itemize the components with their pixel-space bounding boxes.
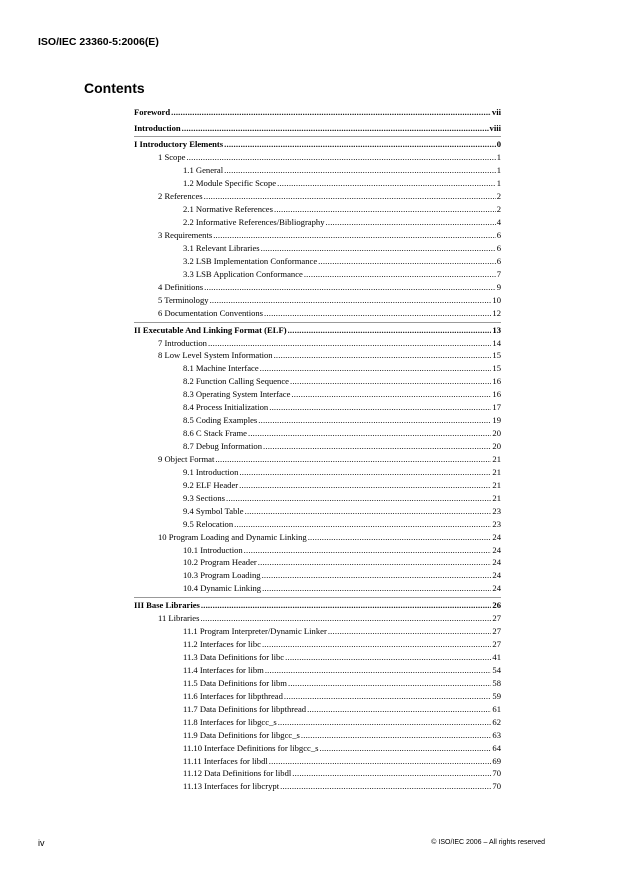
toc-entry-title: 2.2 Informative References/Bibliography	[183, 217, 325, 228]
toc-entry-page: 61	[492, 703, 501, 714]
dot-leader	[285, 651, 491, 664]
toc-entry-title: 1 Scope	[158, 152, 186, 163]
dot-leader	[260, 362, 492, 375]
toc-entry-title: 3.3 LSB Application Conformance	[183, 268, 303, 279]
toc-entry-title: 10.3 Program Loading	[183, 570, 261, 581]
toc-entry-page: 27	[492, 626, 501, 637]
toc-entry[interactable]	[134, 729, 501, 742]
toc-entry[interactable]	[134, 716, 501, 729]
toc-entry-page: 1	[496, 152, 501, 163]
toc-entry[interactable]	[134, 569, 501, 582]
toc-entry[interactable]	[134, 440, 501, 453]
toc-entry-title: 11.7 Data Definitions for libpthread	[183, 703, 307, 714]
toc-entry-page: 69	[492, 755, 501, 766]
dot-leader	[264, 307, 491, 320]
toc-entry-page: 10	[492, 294, 501, 305]
toc-entry-title: 8.3 Operating System Interface	[183, 389, 291, 400]
contents-heading: Contents	[84, 80, 145, 96]
toc-entry[interactable]	[134, 138, 501, 151]
toc-entry-title: 1.1 General	[183, 165, 224, 176]
toc-entry[interactable]	[134, 388, 501, 401]
toc-entry-title: 9.5 Relocation	[183, 518, 234, 529]
toc-entry-title: 8.5 Coding Examples	[183, 415, 258, 426]
toc-entry-page: 21	[492, 479, 501, 490]
toc-entry-page: 27	[492, 613, 501, 624]
toc-entry[interactable]	[134, 375, 501, 388]
toc-entry-page: 15	[492, 363, 501, 374]
toc-entry-page: viii	[489, 122, 501, 133]
toc-entry[interactable]	[134, 677, 501, 690]
dot-leader	[265, 664, 492, 677]
toc-entry-title: Foreword	[134, 107, 171, 117]
dot-leader	[234, 518, 491, 531]
toc-entry-title: 3.2 LSB Implementation Conformance	[183, 255, 318, 266]
toc-entry-title: 1.2 Module Specific Scope	[183, 178, 277, 189]
dot-leader	[291, 388, 491, 401]
toc-entry-title: 11.9 Data Definitions for libgcc_s	[183, 729, 300, 740]
toc-entry-title: 8.4 Process Initialization	[183, 402, 269, 413]
toc-entry[interactable]	[134, 242, 501, 255]
dot-leader	[182, 122, 489, 135]
toc-entry[interactable]	[134, 203, 501, 216]
toc-entry[interactable]	[134, 268, 501, 281]
dot-leader	[258, 556, 492, 569]
toc-entry-page: 12	[492, 307, 501, 318]
dot-leader	[304, 268, 496, 281]
toc-entry[interactable]	[134, 229, 501, 242]
table-of-contents	[134, 106, 501, 793]
toc-entry-title: 8 Low Level System Information	[158, 350, 273, 361]
toc-entry-page: 2	[496, 191, 501, 202]
toc-entry-title: 7 Introduction	[158, 337, 207, 348]
dot-leader	[261, 242, 496, 255]
toc-entry-title: 11.12 Data Definitions for libdl	[183, 768, 292, 779]
toc-entry-title: 5 Terminology	[158, 294, 209, 305]
toc-entry-page: 23	[492, 518, 501, 529]
toc-entry[interactable]	[134, 544, 501, 557]
toc-entry-page: 17	[492, 402, 501, 413]
dot-leader	[277, 177, 496, 190]
toc-entry-page: 24	[492, 570, 501, 581]
toc-entry-page: 24	[492, 531, 501, 542]
toc-entry-title: III Base Libraries	[134, 600, 200, 611]
toc-entry-title: 8.6 C Stack Frame	[183, 428, 247, 439]
toc-entry[interactable]	[134, 401, 501, 414]
toc-entry-title: 9.1 Introduction	[183, 466, 239, 477]
dot-leader	[328, 625, 492, 638]
dot-leader	[186, 151, 495, 164]
dot-leader	[208, 337, 491, 350]
toc-entry-page: 6	[496, 255, 501, 266]
toc-entry-title: 10 Program Loading and Dynamic Linking	[158, 531, 307, 542]
section-divider	[134, 597, 501, 598]
dot-leader	[226, 492, 491, 505]
toc-entry-page: 9	[496, 281, 501, 292]
toc-entry-title: 11.10 Interface Definitions for libgcc_s	[183, 742, 319, 753]
toc-entry-title: 11.13 Interfaces for libcrypt	[183, 781, 280, 792]
toc-entry-page: 21	[492, 466, 501, 477]
toc-entry-title: 9.4 Symbol Table	[183, 505, 244, 516]
toc-entry[interactable]	[134, 281, 501, 294]
toc-entry[interactable]	[134, 466, 501, 479]
toc-entry-title: 11 Libraries	[158, 613, 200, 624]
toc-entry[interactable]	[134, 177, 501, 190]
toc-entry-title: 10.4 Dynamic Linking	[183, 583, 262, 594]
toc-entry-page: 41	[492, 652, 501, 663]
toc-entry-page: 58	[492, 677, 501, 688]
dot-leader	[224, 138, 496, 151]
dot-leader	[215, 453, 491, 466]
copyright-notice: © ISO/IEC 2006 – All rights reserved	[431, 839, 545, 846]
toc-entry[interactable]	[134, 190, 501, 203]
toc-entry-page: 62	[492, 716, 501, 727]
dot-leader	[288, 324, 492, 337]
section-divider	[134, 136, 501, 137]
toc-entry-page: 4	[496, 217, 501, 228]
dot-leader	[262, 569, 492, 582]
toc-entry-title: 11.5 Data Definitions for libm	[183, 677, 287, 688]
toc-entry-page: 23	[492, 505, 501, 516]
toc-entry-page: 14	[492, 337, 501, 348]
toc-entry[interactable]	[134, 479, 501, 492]
toc-entry-title: 9.2 ELF Header	[183, 479, 239, 490]
toc-entry-title: 8.2 Function Calling Sequence	[183, 376, 289, 387]
dot-leader	[210, 294, 492, 307]
toc-entry[interactable]	[134, 531, 501, 544]
dot-leader	[258, 414, 491, 427]
toc-entry[interactable]	[134, 453, 501, 466]
toc-entry-page: 63	[492, 729, 501, 740]
toc-entry-page: 19	[492, 415, 501, 426]
section-divider	[134, 322, 501, 323]
dot-leader	[200, 612, 491, 625]
toc-entry-page: 21	[492, 492, 501, 503]
toc-entry[interactable]	[134, 612, 501, 625]
dot-leader	[319, 742, 491, 755]
dot-leader	[269, 755, 492, 768]
toc-entry-page: 24	[492, 583, 501, 594]
toc-entry[interactable]	[134, 349, 501, 362]
page-number: iv	[38, 838, 45, 848]
dot-leader	[280, 780, 491, 793]
toc-entry-page: 6	[496, 242, 501, 253]
toc-entry-title: 3.1 Relevant Libraries	[183, 242, 260, 253]
dot-leader	[301, 729, 492, 742]
dot-leader	[224, 164, 496, 177]
dot-leader	[239, 466, 491, 479]
toc-entry-page: 6	[496, 230, 501, 241]
toc-entry[interactable]	[134, 625, 501, 638]
toc-entry[interactable]	[134, 651, 501, 664]
toc-entry-page: 21	[492, 453, 501, 464]
toc-entry-title: 2 References	[158, 191, 203, 202]
toc-entry-title: 11.4 Interfaces for libm	[183, 664, 264, 675]
toc-entry-title: 10.2 Program Header	[183, 557, 257, 568]
toc-entry[interactable]	[134, 414, 501, 427]
dot-leader	[262, 582, 491, 595]
toc-entry-page: 59	[492, 690, 501, 701]
toc-entry[interactable]	[134, 690, 501, 703]
toc-entry-title: 8.1 Machine Interface	[183, 363, 259, 374]
toc-entry-title: 9 Object Format	[158, 453, 215, 464]
toc-entry[interactable]	[134, 362, 501, 375]
dot-leader	[274, 349, 492, 362]
toc-entry-page: 2	[496, 204, 501, 215]
toc-entry-page: 15	[492, 350, 501, 361]
toc-entry-page: 1	[496, 178, 501, 189]
toc-entry-title: 11.8 Interfaces for libgcc_s	[183, 716, 277, 727]
toc-entry-page: 0	[496, 139, 501, 150]
dot-leader	[274, 203, 496, 216]
toc-entry-page: 20	[492, 441, 501, 452]
toc-entry-page: 24	[492, 557, 501, 568]
dot-leader	[290, 375, 491, 388]
toc-entry-page: 24	[492, 544, 501, 555]
dot-leader	[245, 505, 492, 518]
toc-entry-title: 11.11 Interfaces for libdl	[183, 755, 268, 766]
toc-entry-page: 26	[492, 600, 501, 611]
dot-leader	[318, 255, 496, 268]
toc-entry[interactable]	[134, 307, 501, 320]
toc-entry[interactable]	[134, 780, 501, 793]
dot-leader	[244, 544, 492, 557]
toc-entry-page: 16	[492, 376, 501, 387]
toc-entry[interactable]	[134, 427, 501, 440]
toc-entry-page: 7	[496, 268, 501, 279]
toc-entry-page: 16	[492, 389, 501, 400]
toc-entry[interactable]	[134, 505, 501, 518]
toc-entry-title: Introduction	[134, 122, 181, 133]
dot-leader	[248, 427, 491, 440]
toc-entry-title: 3 Requirements	[158, 230, 213, 241]
toc-entry[interactable]	[134, 638, 501, 651]
toc-entry[interactable]	[134, 518, 501, 531]
dot-leader	[308, 531, 492, 544]
toc-entry[interactable]	[134, 106, 501, 119]
toc-entry-page: 27	[492, 639, 501, 650]
toc-entry-title: I Introductory Elements	[134, 139, 224, 150]
toc-entry-page: vii	[491, 107, 501, 117]
toc-entry-title: 11.1 Program Interpreter/Dynamic Linker	[183, 626, 327, 637]
toc-entry-title: 11.2 Interfaces for libc	[183, 639, 261, 650]
toc-entry-title: 8.7 Debug Information	[183, 441, 262, 452]
toc-entry[interactable]	[134, 582, 501, 595]
dot-leader	[288, 677, 491, 690]
toc-entry-title: 9.3 Sections	[183, 492, 226, 503]
toc-entry[interactable]	[134, 294, 501, 307]
toc-entry-title: 6 Documentation Conventions	[158, 307, 264, 318]
dot-leader	[213, 229, 496, 242]
dot-leader	[171, 106, 491, 119]
toc-entry[interactable]	[134, 767, 501, 780]
toc-entry-page: 64	[492, 742, 501, 753]
toc-entry[interactable]	[134, 492, 501, 505]
toc-entry[interactable]	[134, 703, 501, 716]
dot-leader	[204, 190, 496, 203]
toc-entry[interactable]	[134, 664, 501, 677]
toc-entry-title: II Executable And Linking Format (ELF)	[134, 324, 287, 335]
toc-entry-page: 54	[492, 664, 501, 675]
dot-leader	[284, 690, 492, 703]
toc-entry[interactable]	[134, 255, 501, 268]
toc-entry[interactable]	[134, 742, 501, 755]
toc-entry[interactable]	[134, 151, 501, 164]
dot-leader	[262, 638, 491, 651]
toc-entry-page: 13	[492, 324, 501, 335]
dot-leader	[326, 216, 496, 229]
toc-entry-page: 70	[492, 781, 501, 792]
toc-entry[interactable]	[134, 337, 501, 350]
document-id-header: ISO/IEC 23360-5:2006(E)	[38, 36, 159, 48]
toc-entry-title: 11.3 Data Definitions for libc	[183, 652, 285, 663]
toc-entry[interactable]	[134, 216, 501, 229]
dot-leader	[307, 703, 491, 716]
toc-entry[interactable]	[134, 599, 501, 612]
toc-entry[interactable]	[134, 122, 501, 135]
toc-entry[interactable]	[134, 755, 501, 768]
toc-entry-page: 20	[492, 428, 501, 439]
dot-leader	[278, 716, 492, 729]
toc-entry-title: 10.1 Introduction	[183, 544, 243, 555]
toc-entry-title: 4 Definitions	[158, 281, 204, 292]
dot-leader	[263, 440, 491, 453]
dot-leader	[269, 401, 491, 414]
toc-entry-title: 2.1 Normative References	[183, 204, 273, 215]
toc-entry[interactable]	[134, 556, 501, 569]
toc-entry[interactable]	[134, 324, 501, 337]
toc-entry[interactable]	[134, 164, 501, 177]
dot-leader	[239, 479, 491, 492]
dot-leader	[204, 281, 496, 294]
toc-entry-title: 11.6 Interfaces for libpthread	[183, 690, 283, 701]
dot-leader	[292, 767, 491, 780]
dot-leader	[201, 599, 492, 612]
toc-entry-page: 70	[492, 768, 501, 779]
toc-entry-page: 1	[496, 165, 501, 176]
